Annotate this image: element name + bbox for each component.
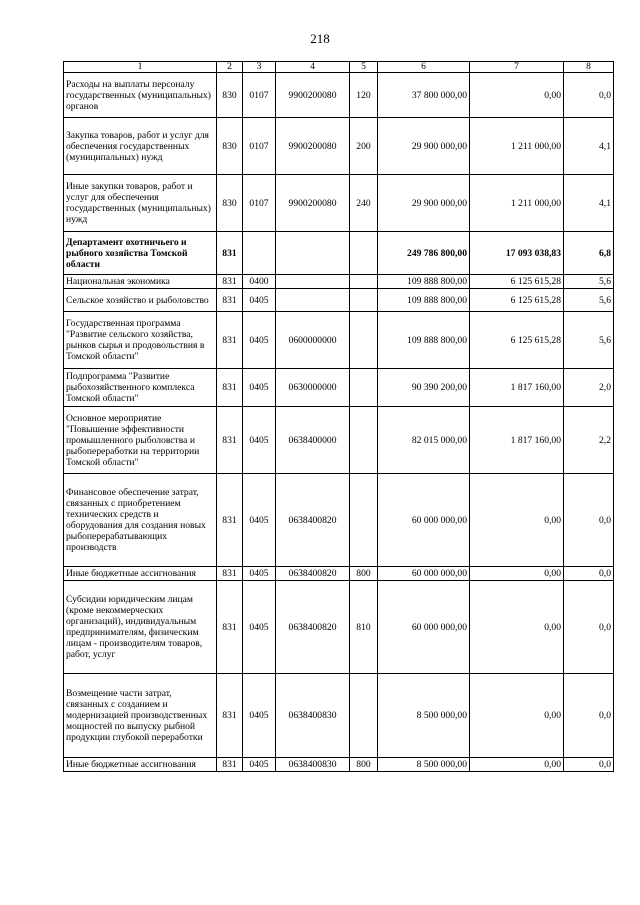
row-plan-amount: 249 786 800,00 [378, 232, 470, 275]
row-expense-type [350, 289, 378, 312]
table-row [64, 581, 614, 674]
header-col-2: 2 [217, 62, 243, 73]
row-section: 0107 [243, 73, 276, 118]
row-target-code: 0638400830 [276, 758, 350, 772]
row-percent: 2,0 [564, 369, 614, 407]
row-section: 0405 [243, 567, 276, 581]
row-expense-type [350, 232, 378, 275]
row-plan-amount: 60 000 000,00 [378, 567, 470, 581]
row-percent: 6,8 [564, 232, 614, 275]
row-grbs: 831 [217, 289, 243, 312]
row-percent: 0,0 [564, 581, 614, 674]
row-executed-amount: 0,00 [470, 674, 564, 758]
row-executed-amount: 1 817 160,00 [470, 407, 564, 474]
row-percent: 0,0 [564, 567, 614, 581]
table-row [64, 73, 614, 118]
row-executed-amount: 6 125 615,28 [470, 275, 564, 289]
table-row [64, 674, 614, 758]
row-section: 0405 [243, 674, 276, 758]
row-expense-type: 800 [350, 567, 378, 581]
row-section: 0405 [243, 312, 276, 369]
row-executed-amount: 6 125 615,28 [470, 312, 564, 369]
row-name: Сельское хозяйство и рыболовство [64, 289, 217, 312]
row-expense-type: 200 [350, 118, 378, 175]
row-plan-amount: 8 500 000,00 [378, 758, 470, 772]
row-executed-amount: 0,00 [470, 73, 564, 118]
row-target-code: 0638400830 [276, 674, 350, 758]
row-executed-amount: 0,00 [470, 581, 564, 674]
row-executed-amount: 1 211 000,00 [470, 118, 564, 175]
row-section: 0405 [243, 407, 276, 474]
row-target-code: 9900200080 [276, 175, 350, 232]
row-executed-amount: 17 093 038,83 [470, 232, 564, 275]
row-grbs: 831 [217, 581, 243, 674]
row-target-code: 0638400820 [276, 581, 350, 674]
table-row [64, 474, 614, 567]
row-plan-amount: 60 000 000,00 [378, 474, 470, 567]
row-section: 0400 [243, 275, 276, 289]
row-name: Закупка товаров, работ и услуг для обеспечения государственных (муниципальных) нужд [64, 118, 217, 175]
row-expense-type: 240 [350, 175, 378, 232]
row-target-code [276, 232, 350, 275]
row-expense-type [350, 312, 378, 369]
row-plan-amount: 60 000 000,00 [378, 581, 470, 674]
header-col-4: 4 [276, 62, 350, 73]
row-grbs: 831 [217, 369, 243, 407]
row-name: Иные бюджетные ассигнования [64, 758, 217, 772]
row-plan-amount: 82 015 000,00 [378, 407, 470, 474]
header-col-6: 6 [378, 62, 470, 73]
row-target-code [276, 289, 350, 312]
table-row [64, 407, 614, 474]
row-section: 0405 [243, 581, 276, 674]
row-target-code: 0600000000 [276, 312, 350, 369]
row-expense-type: 810 [350, 581, 378, 674]
row-plan-amount: 90 390 200,00 [378, 369, 470, 407]
table-row [64, 275, 614, 289]
table-row [64, 312, 614, 369]
header-row [64, 62, 614, 73]
row-percent: 5,6 [564, 289, 614, 312]
row-expense-type [350, 275, 378, 289]
row-name: Возмещение части затрат, связанных с созданием и модернизацией производственных мощностей по выпуску рыбной продукции глубокой переработки [64, 674, 217, 758]
row-percent: 2,2 [564, 407, 614, 474]
row-expense-type [350, 369, 378, 407]
row-grbs: 830 [217, 73, 243, 118]
row-plan-amount: 29 900 000,00 [378, 118, 470, 175]
row-name: Финансовое обеспечение затрат, связанных с приобретением технических средств и оборудования для создания новых рыбоперерабатывающих производств [64, 474, 217, 567]
row-expense-type: 120 [350, 73, 378, 118]
header-col-7: 7 [470, 62, 564, 73]
row-expense-type [350, 407, 378, 474]
row-plan-amount: 109 888 800,00 [378, 275, 470, 289]
row-target-code: 0630000000 [276, 369, 350, 407]
row-percent: 4,1 [564, 175, 614, 232]
row-expense-type [350, 674, 378, 758]
table-row [64, 175, 614, 232]
row-name: Подпрограмма "Развитие рыбохозяйственного комплекса Томской области" [64, 369, 217, 407]
table-row [64, 369, 614, 407]
row-target-code: 0638400820 [276, 474, 350, 567]
row-grbs: 831 [217, 312, 243, 369]
row-name: Иные закупки товаров, работ и услуг для обеспечения государственных (муниципальных) нужд [64, 175, 217, 232]
row-grbs: 831 [217, 232, 243, 275]
row-grbs: 831 [217, 474, 243, 567]
row-executed-amount: 1 211 000,00 [470, 175, 564, 232]
row-name: Департамент охотничьего и рыбного хозяйства Томской области [64, 232, 217, 275]
row-name: Субсидии юридическим лицам (кроме некоммерческих организаций), индивидуальным предпринимателям, физическим лицам - производителям товаров, работ, услуг [64, 581, 217, 674]
row-plan-amount: 109 888 800,00 [378, 312, 470, 369]
row-section: 0405 [243, 369, 276, 407]
row-section: 0405 [243, 474, 276, 567]
row-percent: 5,6 [564, 312, 614, 369]
row-target-code: 0638400000 [276, 407, 350, 474]
table-row [64, 232, 614, 275]
header-col-8: 8 [564, 62, 614, 73]
row-section: 0405 [243, 289, 276, 312]
row-name: Национальная экономика [64, 275, 217, 289]
header-col-3: 3 [243, 62, 276, 73]
header-col-1: 1 [64, 62, 217, 73]
row-section: 0405 [243, 758, 276, 772]
row-executed-amount: 0,00 [470, 758, 564, 772]
row-name: Основное мероприятие "Повышение эффективности промышленного рыболовства и рыбопереработки на территории Томской области" [64, 407, 217, 474]
row-expense-type [350, 474, 378, 567]
row-plan-amount: 8 500 000,00 [378, 674, 470, 758]
page-number: 218 [310, 31, 330, 46]
table-row [64, 758, 614, 772]
row-target-code: 9900200080 [276, 73, 350, 118]
row-percent: 0,0 [564, 474, 614, 567]
row-percent: 0,0 [564, 674, 614, 758]
row-grbs: 831 [217, 407, 243, 474]
row-target-code: 0638400820 [276, 567, 350, 581]
row-executed-amount: 1 817 160,00 [470, 369, 564, 407]
row-percent: 5,6 [564, 275, 614, 289]
row-grbs: 831 [217, 758, 243, 772]
row-executed-amount: 0,00 [470, 474, 564, 567]
table-row [64, 118, 614, 175]
row-plan-amount: 109 888 800,00 [378, 289, 470, 312]
row-section [243, 232, 276, 275]
header-col-5: 5 [350, 62, 378, 73]
row-name: Государственная программа "Развитие сельского хозяйства, рынков сырья и продовольствия в Томской области" [64, 312, 217, 369]
row-plan-amount: 37 800 000,00 [378, 73, 470, 118]
row-percent: 4,1 [564, 118, 614, 175]
row-percent: 0,0 [564, 73, 614, 118]
row-target-code [276, 275, 350, 289]
row-grbs: 830 [217, 118, 243, 175]
table-row [64, 289, 614, 312]
row-grbs: 830 [217, 175, 243, 232]
row-section: 0107 [243, 175, 276, 232]
row-name: Иные бюджетные ассигнования [64, 567, 217, 581]
table-row [64, 567, 614, 581]
row-expense-type: 800 [350, 758, 378, 772]
row-grbs: 831 [217, 275, 243, 289]
row-target-code: 9900200080 [276, 118, 350, 175]
row-grbs: 831 [217, 567, 243, 581]
row-grbs: 831 [217, 674, 243, 758]
budget-table [63, 61, 614, 772]
row-section: 0107 [243, 118, 276, 175]
row-name: Расходы на выплаты персоналу государственных (муниципальных) органов [64, 73, 217, 118]
row-executed-amount: 6 125 615,28 [470, 289, 564, 312]
row-percent: 0,0 [564, 758, 614, 772]
row-plan-amount: 29 900 000,00 [378, 175, 470, 232]
row-executed-amount: 0,00 [470, 567, 564, 581]
